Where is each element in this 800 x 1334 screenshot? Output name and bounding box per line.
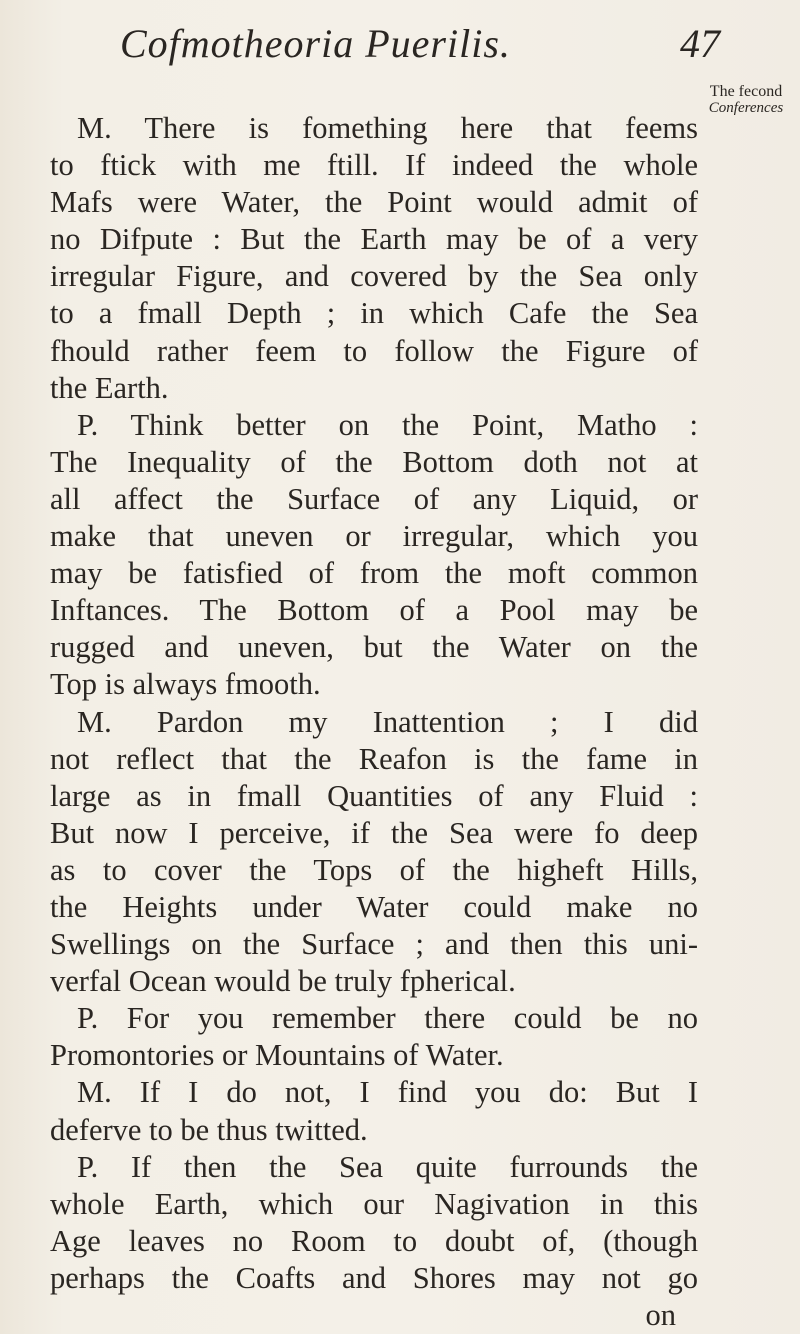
text-line: not reflect that the Reafon is the fame in — [50, 741, 698, 776]
text-line: all affect the Surface of any Liquid, or — [50, 481, 698, 516]
text-line: M. If I do not, I find you do: But I — [77, 1075, 698, 1110]
text-line: M. Pardon my Inattention ; I did — [77, 704, 698, 739]
text-line: to ftick with me ftill. If indeed the whole — [50, 148, 698, 183]
text-line: the Heights under Water could make no — [50, 889, 698, 924]
text-line: Promontories or Mountains of Water. — [50, 1038, 504, 1073]
text-line: Inftances. The Bottom of a Pool may be — [50, 593, 698, 628]
text-line: Swellings on the Surface ; and then this uni- — [50, 927, 698, 962]
text-line: Age leaves no Room to doubt of, (though — [50, 1223, 698, 1258]
text-line: the Earth. — [50, 370, 169, 405]
text-line: large as in fmall Quantities of any Fluid : — [50, 778, 698, 813]
text-line: as to cover the Tops of the higheft Hills, — [50, 852, 698, 887]
text-line: P. For you remember there could be no — [77, 1001, 698, 1036]
text-line: rugged and uneven, but the Water on the — [50, 630, 698, 665]
running-head: Cofmotheoria Puerilis. — [120, 21, 511, 66]
text-line: whole Earth, which our Nagivation in this — [50, 1186, 698, 1221]
text-line: P. If then the Sea quite furrounds the — [77, 1149, 698, 1184]
text-line: But now I perceive, if the Sea were fo deep — [50, 815, 698, 850]
margin-note-line-2: Conferences — [708, 99, 784, 116]
text-line: no Difpute : But the Earth may be of a very — [50, 222, 698, 257]
catchword: on — [645, 1298, 676, 1332]
margin-note-line-1: The fecond — [709, 83, 783, 100]
page-number: 47 — [680, 21, 720, 66]
margin-note — [696, 84, 796, 117]
text-line: may be fatisfied of from the moft common — [50, 556, 698, 591]
text-line: M. There is fomething here that feems — [77, 111, 698, 145]
text-line: make that uneven or irregular, which you — [50, 519, 698, 554]
text-line: verfal Ocean would be truly fpherical. — [50, 964, 516, 999]
text-line: deferve to be thus twitted. — [50, 1112, 368, 1147]
text-line: irregular Figure, and covered by the Sea only — [50, 259, 698, 294]
body-text — [50, 110, 698, 1334]
text-line: Top is always fmooth. — [50, 667, 321, 702]
text-line: perhaps the Coafts and Shores may not go — [50, 1260, 698, 1295]
text-line: The Inequality of the Bottom doth not at — [50, 444, 698, 479]
text-line: to a fmall Depth ; in which Cafe the Sea — [50, 296, 698, 331]
text-line: Mafs were Water, the Point would admit of — [50, 185, 698, 220]
text-line: P. Think better on the Point, Matho : — [77, 407, 698, 442]
text-line: fhould rather feem to follow the Figure of — [50, 333, 698, 368]
